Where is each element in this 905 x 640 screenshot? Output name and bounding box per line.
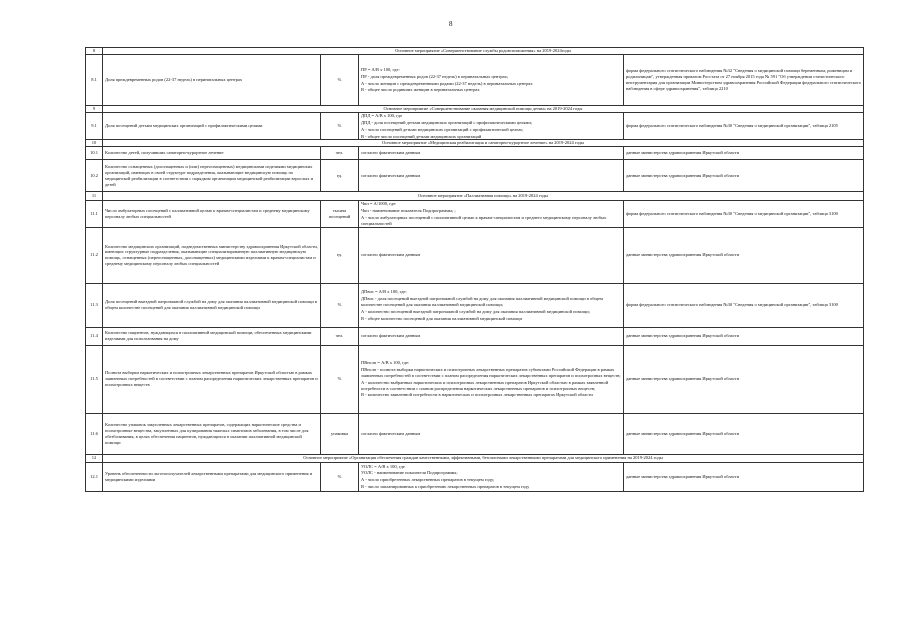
section-row	[86, 454, 864, 462]
formula-line: согласно фактическим данным	[361, 252, 421, 258]
table-row	[86, 160, 864, 192]
indicator-table	[85, 47, 864, 492]
formula-line: ПВнслп = А/В х 100, где:	[361, 360, 410, 366]
indicator-number: 10.2	[86, 160, 103, 192]
formula-cell	[359, 413, 624, 454]
data-source: данные министерства здравоохранения Иркутской области	[624, 413, 864, 454]
indicator-name: Количество оснащенных (дооснащенных и (или) переоснащенных) медицинскими изделиями медицинских организаций, имеющих в своей структуре подразделения, оказывающие медицинскую помощь по медицинской реабилитации в соответствии с порядком организации медицинской реабилитации взрослых и детей	[103, 160, 321, 192]
data-source: форма федерального статистического наблюдения №30 "Сведения о медицинской организации", таблица 3100	[624, 201, 864, 227]
indicator-number: 9.1	[86, 113, 103, 140]
section-row	[86, 192, 864, 201]
table-row	[86, 201, 864, 227]
indicator-number: 11.5	[86, 345, 103, 413]
formula-line: согласно фактическим данным	[361, 172, 421, 178]
formula-line: Чпп - наименование показателя Подпрограммы; ;	[361, 208, 456, 214]
formula-line: УОЛС = А/В х 100, где	[361, 463, 405, 469]
indicator-name: Количество упаковок закупленных лекарственных препаратов, содержащих наркотические средства и психотропные вещества, закупленных для купирования тяжелых симптомов заболевания, в том числе для обезболивания, в целях обеспечения пациентов, нуждающихся в оказании паллиативной медицинской помощи	[103, 413, 321, 454]
formula-line: ДПД = А/В х 100, где	[361, 113, 403, 118]
formula-cell	[359, 327, 624, 345]
section-row	[86, 48, 864, 55]
indicator-unit: чел.	[321, 327, 359, 345]
indicator-name: Количество медицинских организаций, подведомственных министерству здравоохранения Иркутской области, имеющих структурные подразделения, оказывающие специализированную паллиативную медицинскую помощь, оснащенных (переоснащенных, дооснащенных) медицинскими изделиями к врачам-специалистам и среднему медицинскому персоналу любых специальностей	[103, 227, 321, 283]
data-source: форма федерального статистического наблюдения №32 "Сведения о медицинской помощи беременным, роженицам и родильницам", утвержденная приказом Росстата от 27 ноября 2015 года № 591 "Об утверждении статистического инструментария для организации Министерством здравоохранения Российской Федерации федерального статистического наблюдения в сфере здравоохранения", таблица 2210	[624, 55, 864, 106]
formula-cell	[359, 147, 624, 160]
section-number: 10	[86, 140, 103, 147]
table-row	[86, 113, 864, 140]
formula-line: А - число посещений детьми медицинских организаций с профилактической целью;	[361, 126, 524, 132]
section-title: Основное мероприятие «Организация обеспечения граждан качественными, эффективными, безопасными лекарственными препаратами для медицинского применения на 2019-2024 годы	[103, 454, 864, 462]
indicator-name: Число амбулаторных посещений с паллиативной целью к врачам-специалистам и среднему медицинскому персоналу любых специальностей	[103, 201, 321, 227]
formula-line: В - количество заявленной потребности в наркотических и психотропных лекарственных препаратах Иркутской области	[361, 392, 593, 398]
formula-cell	[359, 227, 624, 283]
section-title: Основное мероприятие «Совершенствование службы родовспоможения» на 2019-2024годы	[103, 48, 864, 55]
indicator-unit: тысяча посещений	[321, 201, 359, 227]
formula-cell	[359, 462, 624, 491]
section-number: 9	[86, 106, 103, 113]
indicator-unit: %	[321, 462, 359, 491]
indicator-unit: %	[321, 113, 359, 140]
indicator-unit: упаковка	[321, 413, 359, 454]
section-title: Основное мероприятие «Медицинская реабилитация и санаторно-курортное лечение» на 2019-2024 годы	[103, 140, 864, 147]
section-title: Основное мероприятие «Совершенствование оказания медицинской помощи детям» на 2019-2024 годы	[103, 106, 864, 113]
table-row	[86, 147, 864, 160]
data-source: форма федерального статистического наблюдения №30 "Сведения о медицинской организации", таблица 3100	[624, 283, 864, 327]
indicator-number: 12.1	[86, 462, 103, 491]
section-title: Основное мероприятие «Паллиативная помощь» на 2019-2024 годы	[103, 192, 864, 201]
table-row	[86, 283, 864, 327]
indicator-number: 11.3	[86, 283, 103, 327]
section-number: 8	[86, 48, 103, 55]
data-source: данные министерства здравоохранения Иркутской области	[624, 462, 864, 491]
table-row	[86, 227, 864, 283]
data-source: данные министерства здравоохранения Иркутской области	[624, 345, 864, 413]
indicator-name: Доля посещений выездной патронажной службой на дому для оказания паллиативной медицинской помощи в общем количестве посещений для оказания паллиативной медицинской помощи	[103, 283, 321, 327]
formula-line: ДПвпс = А/В х 100, где:	[361, 289, 407, 295]
formula-line: согласно фактическим данным	[361, 150, 421, 156]
formula-line: ПР - доля преждевременных родов (22-37 недель) в перинатальных центрах;	[361, 73, 509, 79]
indicator-number: 11.2	[86, 227, 103, 283]
formula-line: А - количество выбранных наркотических и психотропных лекарственных препаратов Иркутской областью в рамках заявленной потребности в соответствии с планом распределения наркотических лекарственных препаратов и психотропных веществ;	[361, 379, 609, 391]
indicator-name: Доля преждевременных родов (22-37 недель) в перинатальных центрах	[103, 55, 321, 106]
indicator-name: Полнота выборки наркотических и психотропных лекарственных препаратов Иркутской областью в рамках заявленных потребностей в соответствии с планом распределения наркотических лекарственных препаратов и психотропных веществ	[103, 345, 321, 413]
indicator-name: Доля посещений детьми медицинских организаций с профилактическими целями	[103, 113, 321, 140]
page-number: 8	[449, 20, 453, 28]
indicator-number: 11.4	[86, 327, 103, 345]
formula-line: ДПвпс - доля посещений выездной патронажной службой на дому для оказания паллиативной медицинской помощи в общем количестве посещений для оказания паллиативной медицинской помощи;	[361, 295, 603, 307]
formula-cell	[359, 55, 624, 106]
formula-line: ПР = А/В х 100, где:	[361, 66, 400, 72]
section-number: 11	[86, 192, 103, 201]
formula-line: УОЛС - наименование показателя Подпрограммы;	[361, 470, 458, 476]
formula-line: согласно фактическим данным	[361, 333, 421, 339]
formula-cell	[359, 160, 624, 192]
indicator-name: Количество пациентов, нуждающихся в паллиативной медицинской помощи, обеспеченных медицинскими изделиями для использования на дому	[103, 327, 321, 345]
formula-line: В - число запланированных к приобретению лекарственных препаратов в текущем году	[361, 484, 530, 490]
formula-cell	[359, 113, 624, 140]
formula-line: ДПД - доля посещений детьми медицинских организаций с профилактическими целями;	[361, 119, 533, 125]
data-source: данные министерства здравоохранения Иркутской области	[624, 227, 864, 283]
indicator-unit: %	[321, 55, 359, 106]
formula-line: А - число амбулаторных посещений с паллиативной целью к врачам-специалистам и среднего медицинскому персоналу любых специальностей	[361, 215, 607, 226]
indicator-unit: ед.	[321, 160, 359, 192]
formula-cell	[359, 201, 624, 227]
table-row	[86, 327, 864, 345]
section-number: 12	[86, 454, 103, 462]
indicator-unit: чел.	[321, 147, 359, 160]
formula-line: А - количество посещений выездной патронажной службой на дому для оказания паллиативной медицинской помощи;	[361, 308, 590, 314]
indicator-unit: %	[321, 283, 359, 327]
data-source: данные министерства здравоохранения Иркутской области	[624, 147, 864, 160]
formula-line: А - число приобретенных лекарственных препаратов в текущем году;	[361, 477, 495, 483]
data-source: данные министерства здравоохранения Иркутской области	[624, 327, 864, 345]
table-row	[86, 462, 864, 491]
table-row	[86, 55, 864, 106]
section-row	[86, 140, 864, 147]
indicator-name: Уровень обеспеченности льготополучателей лекарственными препаратами для медицинского применения и медицинскими изделиями	[103, 462, 321, 491]
table-row	[86, 413, 864, 454]
table-body	[86, 48, 864, 492]
formula-line: согласно фактическим данным	[361, 430, 421, 436]
indicator-unit: %	[321, 345, 359, 413]
formula-line: В - общее число родивших женщин в перинатальных центрах	[361, 87, 480, 93]
formula-cell	[359, 345, 624, 413]
indicator-number: 10.1	[86, 147, 103, 160]
formula-line: Чпп = А/1000, где:	[361, 201, 397, 207]
formula-line: ПВнслп - полнота выборки наркотических и психотропных лекарственных препаратов субъектами Российской Федерации в рамках заявленных потребностей в соответствии с планом распределения наркотических лекарственных препаратов и психотропных веществ;	[361, 367, 621, 378]
formula-cell	[359, 283, 624, 327]
indicator-number: 8.1	[86, 55, 103, 106]
data-source: форма федерального статистического наблюдения №30 "Сведения о медицинской организации", таблица 2105	[624, 113, 864, 140]
data-source: данные министерства здравоохранения Иркутской области	[624, 160, 864, 192]
formula-line: А - число женщин с преждевременными родами (22-37 недель) в перинатальных центрах	[361, 80, 533, 86]
section-row	[86, 106, 864, 113]
indicator-unit: ед.	[321, 227, 359, 283]
formula-line: В - общее число посещений детьми медицинских организаций	[361, 133, 482, 139]
indicator-number: 11.1	[86, 201, 103, 227]
formula-line: В - общее количество посещений для оказания паллиативной медицинской помощи	[361, 315, 522, 321]
indicator-name: Количество детей, получивших санаторно-курортное лечение	[103, 147, 321, 160]
indicator-number: 11.6	[86, 413, 103, 454]
table-row	[86, 345, 864, 413]
